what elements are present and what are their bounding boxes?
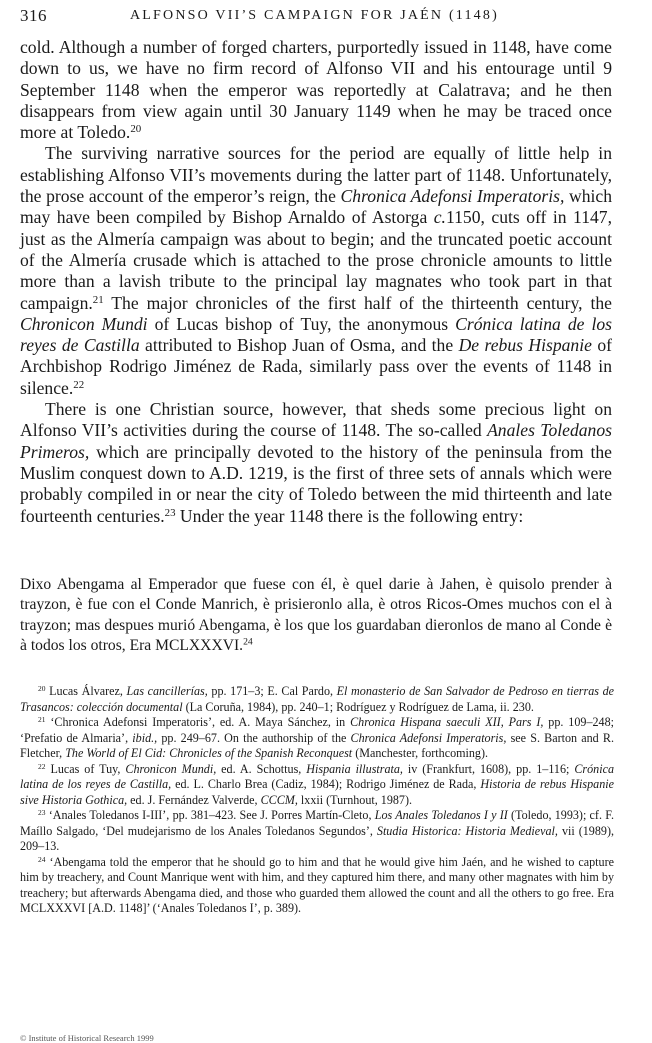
note-ref-21: 21: [92, 293, 104, 306]
paragraph-3: There is one Christian source, however, that sheds some precious light on Alfonso VII’s activities during the course of 1148. The so-called Anales Toledanos Primeros, which are principally devoted to the history of the peninsula from the Muslim conquest down to A.D. 1219, is the first of three sets of annals which were probably compiled in or near the city of Toledo between the mid thirteenth and late fourteenth centuries.$^{23}$ Under the year 1148 there is the following entry:: [20, 399, 612, 526]
title-anales-toledanos: Anales Toledanos Primeros,: [20, 420, 612, 462]
title-de-rebus: De rebus Hispanie: [458, 335, 592, 356]
footnotes: [20, 684, 614, 917]
page-header: [20, 6, 620, 28]
note-ref-23: 23: [164, 506, 176, 519]
footnote-22: $^{22}$ Lucas of Tuy, Chronicon Mundi, ed. A. Schottus, Hispania illustrata, iv (Frankfurt, 1608), pp. 1–116; Crónica latina de los reyes de Castilla, ed. L. Charlo Brea (Cadiz, 1984); Rodrigo Jiménez de Rada, Historia de rebus Hispanie sive Historia Gothica, ed. J. Fernández Valverde, CCCM, lxxii (Turnhout, 1987).: [20, 761, 614, 807]
copyright-footer: © Institute of Historical Research 1999: [20, 1033, 154, 1043]
running-head: ALFONSO VII’S CAMPAIGN FOR JAÉN (1148): [130, 8, 499, 23]
paragraph-1: cold. Although a number of forged charters, purportedly issued in 1148, have come down to us, we have no firm record of Alfonso VII and his entourage until 9 September 1148 when the emperor was reportedly at Calatrava; and he then disappears from view again until 30 January 1149 when he may be traced once more at Toledo.$^{20}$: [20, 37, 612, 143]
footnote-21: $^{21}$ ‘Chronica Adefonsi Imperatoris’, ed. A. Maya Sánchez, in Chronica Hispana saeculi XII, Pars I, pp. 109–248; ‘Prefatio de Almaria’, ibid., pp. 249–67. On the authorship of the Chronica Adefonsi Imperatoris, see S. Barton and R. Fletcher, The World of El Cid: Chronicles of the Spanish Reconquest (Manchester, forthcoming).: [20, 714, 614, 760]
note-ref-20: 20: [130, 123, 142, 136]
title-cronica-latina: Crónica latina de los reyes de Castilla: [20, 313, 612, 356]
note-ref-22: 22: [73, 378, 85, 391]
main-text: [20, 37, 612, 527]
title-chronicon-mundi: Chronicon Mundi: [20, 313, 148, 334]
title-chronica-adefonsi: Chronica Adefonsi Imperatoris,: [340, 186, 565, 207]
footnote-23: $^{23}$ ‘Anales Toledanos I-III’, pp. 381–423. See J. Porres Martín-Cleto, Los Anales Toledanos I y II (Toledo, 1993); cf. F. Maíllo Salgado, ‘Del mudejarismo de los Anales Toledanos Segundos’, Studia Historica: Historia Medieval, vii (1989), 209–13.: [20, 807, 614, 853]
block-quote: Dixo Abengama al Emperador que fuese con él, è quel darie à Jahen, è quisolo prender à trayzon, è fue con el Conde Manrich, è prisieronlo alla, è otros Ricos-Omes muchos con el à trayzon; mas despues murió Abengama, è los que los guardaban dieronlos de mano al Conde è à todos los otros, Era MCLXXXVI.$^{24}$: [20, 576, 612, 654]
page-number: 316: [20, 6, 47, 25]
footnote-20: $^{20}$ Lucas Álvarez, Las cancillerías, pp. 171–3; E. Cal Pardo, El monasterio de San Salvador de Pedroso en tierras de Trasancos: colección documental (La Coruña, 1984), pp. 240–1; Rodríguez y Rodríguez de Lama, ii. 230.: [20, 683, 615, 714]
circa: c.: [433, 207, 446, 228]
paragraph-2: The surviving narrative sources for the period are equally of little help in establishing Alfonso VII’s movements during the latter part of 1148. Unfortunately, the prose account of the emperor’s reign, the Chronica Adefonsi Imperatoris, which may have been compiled by Bishop Arnaldo of Astorga c.1150, cuts off in 1147, just as the Almería campaign was about to begin; and the truncated poetic account of the Almería crusade which is attached to the prose chronicle amounts to little more than a lavish tribute to the principal lay magnates who took part in that campaign.$^{21}$ The major chronicles of the first half of the thirteenth century, the Chronicon Mundi of Lucas bishop of Tuy, the anonymous Crónica latina de los reyes de Castilla attributed to Bishop Juan of Osma, and the De rebus Hispanie of Archbishop Rodrigo Jiménez de Rada, similarly pass over the events of 1148 in silence.$^{22}$: [20, 143, 612, 398]
footnote-24: $^{24}$ ‘Abengama told the emperor that he should go to him and that he would give him Jaén, and he wished to capture him by treachery, and Count Manrique went with him, and they captured him there, and many other magnates with him by treachery; but afterwards Abengama died, and those who guarded them allowed the count and all the others to go free. Era MCLXXXVI [A.D. 1148]’ (‘Anales Toledanos I’, p. 389).: [20, 854, 614, 915]
note-ref-24: 24: [243, 636, 253, 648]
